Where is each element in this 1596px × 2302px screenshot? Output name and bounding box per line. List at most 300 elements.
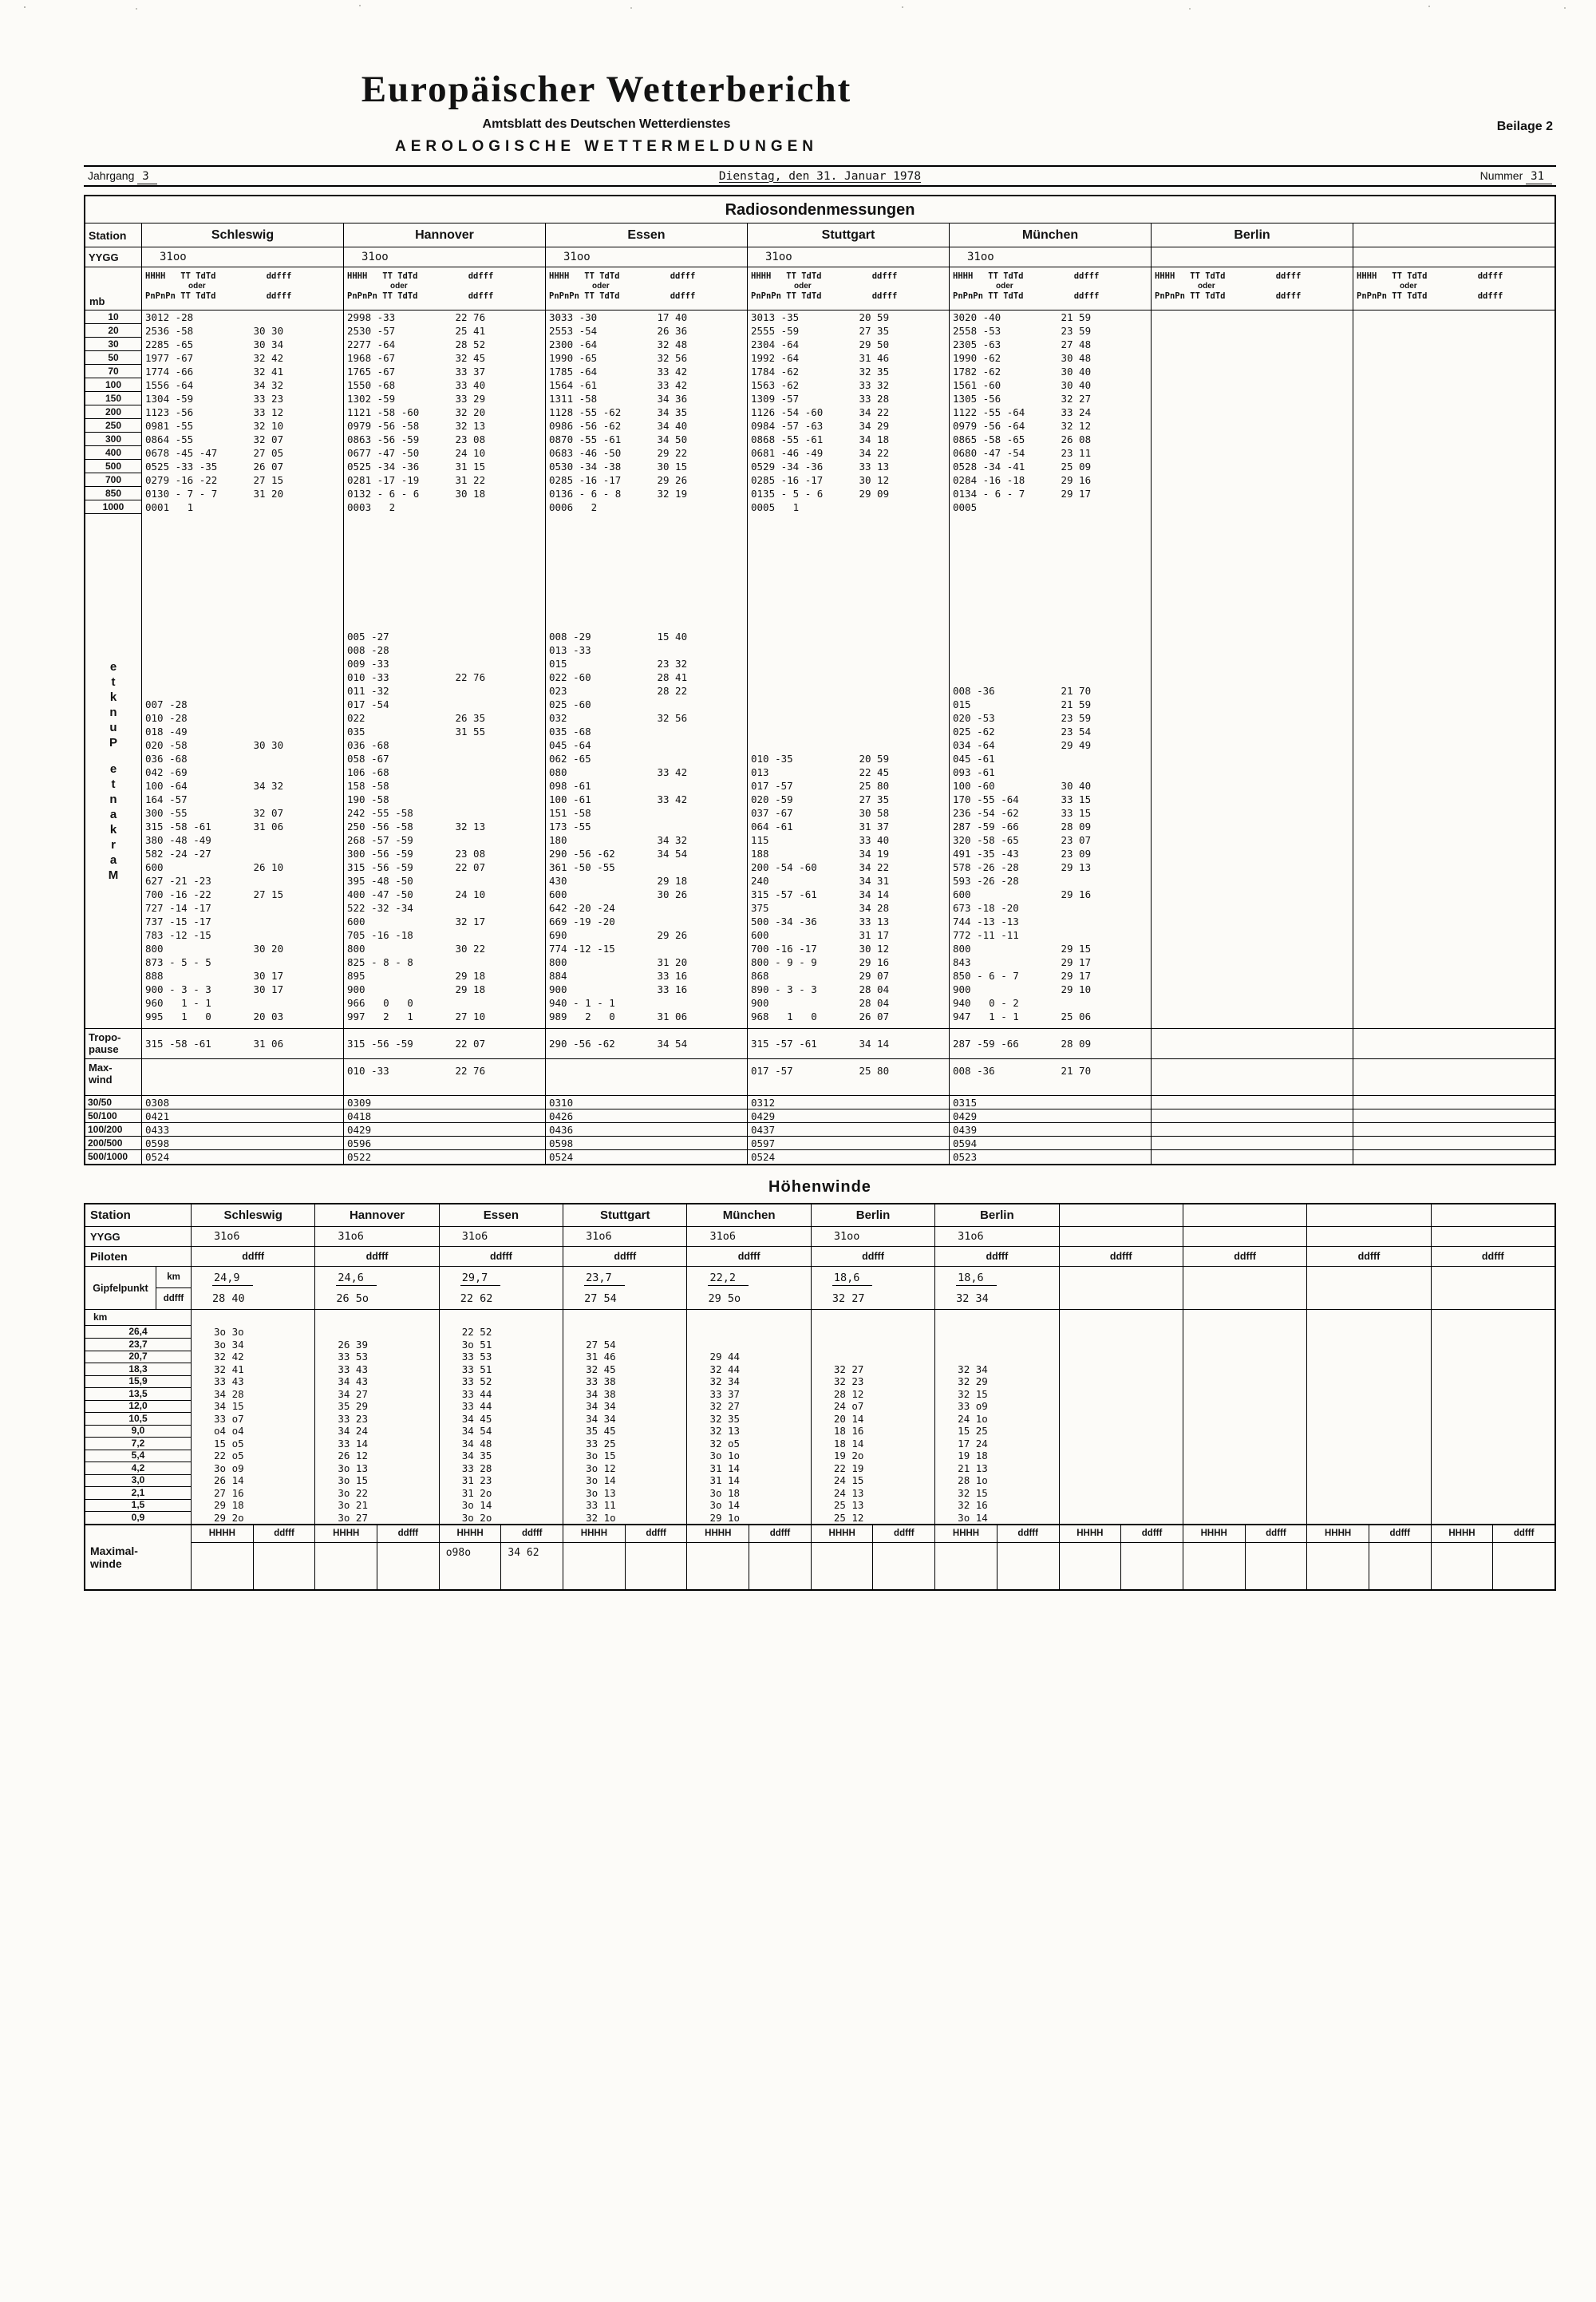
wind-value: 31 2o [439,1487,563,1500]
pressure-level: 50 [85,351,141,365]
maximal-winde-value [192,1543,253,1589]
gipfel-km-value [812,1267,934,1288]
significant-point: 947 1 - 1 25 06 [953,1011,1092,1022]
wind-value: 28 1o [934,1474,1058,1487]
wind-value: 17 24 [934,1438,1058,1450]
sounding-value: 0870 -55 -61 34 50 [545,433,747,446]
hw-station-name [1306,1204,1430,1227]
wind-value: 3o 14 [563,1474,686,1487]
wind-value: 34 28 [191,1388,314,1401]
gipfel-ddfff-value: 29 5o [708,1292,741,1305]
column-header [1353,267,1555,310]
significant-points-cell [545,514,747,1028]
hw-km-header-row [85,1310,1555,1326]
maximal-winde-column [934,1525,997,1589]
header-oder: oder [794,282,812,291]
hw-yygg-label: YYGG [90,1231,120,1243]
wind-value [1183,1413,1306,1426]
significant-point: 058 -67 [347,753,389,765]
altitude-row [85,1474,1555,1487]
wind-value: 3o o9 [191,1462,314,1475]
significant-point: 022 26 35 [347,712,486,724]
hw-yygg-value: 31o6 [439,1227,563,1247]
hw-gipfelpunkt-row [85,1267,1555,1310]
wind-value: 31 14 [686,1474,810,1487]
sounding-value: 0285 -16 -17 30 12 [747,473,949,487]
altitude-label: 9,0 [85,1425,191,1438]
wind-value [1431,1499,1555,1512]
layer-value: 0439 [949,1123,1151,1137]
hw-yygg-value [1059,1227,1183,1247]
maximal-winde-column [686,1525,749,1589]
maximal-winde-column [1431,1525,1493,1589]
maximal-winde-value [687,1543,749,1589]
sounding-value: 1550 -68 33 40 [343,378,545,392]
sounding-value: 2285 -65 30 34 [141,338,343,351]
wind-value: 32 42 [191,1351,314,1363]
significant-points-cell [949,514,1151,1028]
maximal-winde-column [1059,1525,1121,1589]
hw-yygg-value [1183,1227,1306,1247]
wind-value: 32 35 [686,1413,810,1426]
pressure-level: 400 [85,446,141,460]
wind-value: 33 53 [439,1351,563,1363]
significant-point: 200 -54 -60 34 22 [751,861,890,873]
significant-point: 009 -33 [347,658,389,670]
wind-value: 33 43 [314,1363,438,1376]
maximal-winde-header: ddfff [749,1525,811,1543]
sounding-value: 1304 -59 33 23 [141,392,343,405]
significant-point: 522 -32 -34 [347,902,413,914]
label-char: u [109,721,117,734]
wind-value: 22 19 [811,1462,934,1475]
wind-value [1059,1425,1183,1438]
sounding-value: 0005 1 [747,500,949,514]
wind-value: 3o 22 [314,1487,438,1500]
significant-point: 034 -64 29 49 [953,739,1092,751]
layer-value: 0524 [141,1150,343,1164]
sounding-value [1353,473,1555,487]
significant-point: 690 29 26 [549,929,688,941]
wind-value [1059,1326,1183,1339]
wind-value: 32 13 [686,1425,810,1438]
pressure-level: 150 [85,392,141,405]
altitude-row [85,1487,1555,1500]
label-line: Max- [89,1062,113,1074]
yygg-value: 31oo [545,247,747,267]
sounding-value: 3033 -30 17 40 [545,310,747,324]
gipfel-ddfff-value: 32 34 [956,1292,989,1305]
significant-point: 705 -16 -18 [347,929,413,941]
significant-point: 700 -16 -17 30 12 [751,943,890,955]
sounding-value [1151,392,1353,405]
sounding-value: 0680 -47 -54 23 11 [949,446,1151,460]
significant-point: 017 -54 [347,698,389,710]
significant-point: 093 -61 [953,766,995,778]
wind-value: 34 43 [314,1375,438,1388]
subtitle: Amtsblatt des Deutschen Wetterdienstes [482,117,731,131]
wind-value: 33 44 [439,1388,563,1401]
layer-value: 0421 [141,1109,343,1123]
wind-value: 28 12 [811,1388,934,1401]
sounding-value: 1784 -62 32 35 [747,365,949,378]
wind-value [1183,1450,1306,1462]
wind-value: 31 23 [439,1474,563,1487]
tropopause-value [1151,1029,1353,1058]
layer-value: 0436 [545,1123,747,1137]
hw-yygg-value: 31o6 [563,1227,686,1247]
maximal-winde-column [1245,1525,1307,1589]
pressure-level-row [85,419,1555,433]
hw-station-row [85,1204,1555,1227]
sounding-value [1353,365,1555,378]
hw-station-name [1431,1204,1555,1227]
wind-value: 34 27 [314,1388,438,1401]
altitude-label: 15,9 [85,1375,191,1388]
maximal-winde-column [439,1525,501,1589]
significant-point: 287 -59 -66 28 09 [953,821,1092,833]
sounding-value [1151,324,1353,338]
significant-point: 037 -67 30 58 [751,807,890,819]
label-char: e [109,660,117,674]
significant-point: 642 -20 -24 [549,902,615,914]
significant-point: 025 -62 23 54 [953,726,1092,738]
maximal-winde-header: ddfff [998,1525,1059,1543]
significant-point: 900 29 10 [953,983,1092,995]
sounding-value [1151,310,1353,324]
significant-point: 242 -55 -58 [347,807,413,819]
pressure-level: 500 [85,460,141,473]
station-name: Essen [545,223,747,247]
header-oder: oder [996,282,1013,291]
significant-point: 600 26 10 [145,861,284,873]
wind-value [1059,1339,1183,1351]
layer-value [1151,1109,1353,1123]
issue-date: Dienstag, den 31. Januar 1978 [718,169,922,183]
sounding-value: 0528 -34 -41 25 09 [949,460,1151,473]
beilage-label: Beilage 2 [1496,120,1553,133]
label-line: Maximal- [90,1545,138,1557]
sounding-value: 3013 -35 20 59 [747,310,949,324]
significant-point: 783 -12 -15 [145,929,211,941]
layer-value: 0308 [141,1096,343,1109]
gipfelpunkt-cell [191,1267,314,1309]
maximal-winde-header: HHHH [935,1525,997,1543]
header-oder: oder [1198,282,1215,291]
sounding-value [1353,324,1555,338]
header-oder: oder [188,282,206,291]
significant-point: 900 33 16 [549,983,688,995]
hw-ddfff-header: ddfff [686,1247,810,1267]
header-line-hhhh: HHHH TT TdTd ddfff [953,271,1100,281]
significant-point: 008 -28 [347,644,389,656]
wind-value [1183,1326,1306,1339]
wind-value: 25 13 [811,1499,934,1512]
sounding-value: 0284 -16 -18 29 16 [949,473,1151,487]
layer-mean-row [85,1123,1555,1137]
empty-cell [811,1310,934,1326]
wind-value: 33 38 [563,1375,686,1388]
sounding-value: 1128 -55 -62 34 35 [545,405,747,419]
wind-value: 3o 14 [439,1499,563,1512]
wind-value: 32 15 [934,1487,1058,1500]
sounding-value: 0979 -56 -58 32 13 [343,419,545,433]
maximal-winde-column [811,1525,873,1589]
wind-value [1306,1450,1430,1462]
maximal-winde-header: HHHH [1060,1525,1121,1543]
wind-value [1059,1438,1183,1450]
altitude-row [85,1438,1555,1450]
ddfff-unit-label: ddfff [163,1294,184,1303]
wind-value [686,1326,810,1339]
mb-label: mb [89,295,105,307]
max-wind-value [1353,1059,1555,1095]
wind-value [1306,1413,1430,1426]
sounding-value: 0530 -34 -38 30 15 [545,460,747,473]
sounding-value: 3020 -40 21 59 [949,310,1151,324]
hw-ddfff-header: ddfff [314,1247,438,1267]
pressure-level: 70 [85,365,141,378]
maximal-winde-value [254,1543,315,1589]
maximal-winde-label [85,1525,191,1589]
maximal-winde-header: HHHH [315,1525,377,1543]
wind-value: 3o 21 [314,1499,438,1512]
tropopause-value: 315 -56 -59 22 07 [343,1029,545,1058]
hw-yygg-value: 31o6 [314,1227,438,1247]
hw-ddfff-header: ddfff [934,1247,1058,1267]
significant-point: 190 -58 [347,793,389,805]
empty-cell [686,1310,810,1326]
significant-point: 100 -61 33 42 [549,793,688,805]
pressure-level: 1000 [85,500,141,514]
maximal-winde-header: HHHH [563,1525,625,1543]
header-oder: oder [592,282,610,291]
gipfel-km-value-text: 23,7 [584,1272,625,1286]
layer-value: 0433 [141,1123,343,1137]
column-header [343,267,545,310]
maximal-winde-value [1307,1543,1369,1589]
significant-point: 843 29 17 [953,956,1092,968]
layer-label: 500/1000 [88,1151,128,1162]
wind-value [1059,1499,1183,1512]
maximal-winde-column [500,1525,563,1589]
sounding-value: 0979 -56 -64 32 12 [949,419,1151,433]
layer-value: 0426 [545,1109,747,1123]
pressure-level-row [85,310,1555,324]
wind-value: 34 15 [191,1400,314,1413]
sounding-value: 0681 -46 -49 34 22 [747,446,949,460]
header-line-hhhh: HHHH TT TdTd ddfff [347,271,494,281]
altitude-label: 3,0 [85,1474,191,1487]
wind-value: 33 28 [439,1462,563,1475]
label-line: Tropo- [89,1031,121,1043]
sounding-value [1151,365,1353,378]
label-char: a [109,853,117,867]
significant-point: 669 -19 -20 [549,916,615,928]
wind-value [1306,1462,1430,1475]
wind-value [1306,1388,1430,1401]
sounding-value [1151,338,1353,351]
layer-value [1353,1137,1555,1150]
sounding-value: 1556 -64 34 32 [141,378,343,392]
wind-value: 3o 14 [686,1499,810,1512]
wind-value [1431,1438,1555,1450]
maximal-winde-column [377,1525,439,1589]
significant-point: 995 1 0 20 03 [145,1011,284,1022]
maximal-winde-header: ddfff [1246,1525,1307,1543]
significant-point: 578 -26 -28 29 13 [953,861,1092,873]
maximal-winde-header: ddfff [254,1525,315,1543]
wind-value: 3o 27 [314,1512,438,1525]
pressure-level-row [85,324,1555,338]
max-wind-row [85,1059,1555,1096]
gipfel-km-value [1183,1267,1306,1288]
wind-value: 22 52 [439,1326,563,1339]
wind-value: 31 14 [686,1462,810,1475]
hw-ddfff-header: ddfff [1059,1247,1183,1267]
maximal-winde-value [935,1543,997,1589]
wind-value: 33 14 [314,1438,438,1450]
layer-value [1151,1137,1353,1150]
wind-value: 32 16 [934,1499,1058,1512]
altitude-row [85,1400,1555,1413]
empty-cell [1059,1310,1183,1326]
wind-value: 3o 2o [439,1512,563,1525]
significant-point: 960 1 - 1 [145,997,211,1009]
significant-point: 164 -57 [145,793,188,805]
wind-value: 32 34 [686,1375,810,1388]
max-wind-label [85,1059,141,1095]
wind-value: 33 43 [191,1375,314,1388]
wind-value [1306,1438,1430,1450]
significant-point: 018 -49 [145,726,188,738]
pressure-level: 10 [85,310,141,324]
wind-value [1431,1339,1555,1351]
maximal-winde-header: ddfff [377,1525,439,1543]
wind-value: 34 38 [563,1388,686,1401]
altitude-row [85,1512,1555,1525]
wind-value: 31 46 [563,1351,686,1363]
max-wind-value: 008 -36 21 70 [949,1059,1151,1095]
layer-value: 0309 [343,1096,545,1109]
sounding-value: 0285 -16 -17 29 26 [545,473,747,487]
altitude-row [85,1375,1555,1388]
wind-value: 29 1o [686,1512,810,1525]
significant-point: 015 23 32 [549,658,688,670]
wind-value: 32 44 [686,1363,810,1376]
altitude-label: 20,7 [85,1351,191,1363]
header-oder: oder [1400,282,1417,291]
wind-value: 3o 13 [563,1487,686,1500]
significant-point: 315 -56 -59 22 07 [347,861,486,873]
wind-value [1431,1487,1555,1500]
pressure-level-row [85,487,1555,500]
sounding-value: 1774 -66 32 41 [141,365,343,378]
significant-point: 800 30 22 [347,943,486,955]
label-char: r [111,838,116,852]
wind-value: 18 14 [811,1438,934,1450]
empty-cell [1183,1310,1306,1326]
gipfel-ddfff-value [1060,1288,1183,1309]
yygg-value: 31oo [343,247,545,267]
significant-point: 158 -58 [347,780,389,792]
wind-value: 27 16 [191,1487,314,1500]
wind-value: 33 53 [314,1351,438,1363]
maximal-winde-value: o98o [445,1547,472,1559]
layer-value [1353,1150,1555,1164]
significant-point: 020 -58 30 30 [145,739,284,751]
wind-value [934,1351,1058,1363]
pressure-level-row [85,365,1555,378]
gipfel-ddfff-value [1432,1288,1555,1309]
gipfelpunkt-cell [1306,1267,1430,1309]
maximal-winde-value [1369,1543,1431,1589]
header-line-pnpnpn: PnPnPn TT TdTd ddfff [145,291,292,301]
empty-cell [934,1310,1058,1326]
layer-mean-row [85,1137,1555,1150]
wind-value: 3o 15 [563,1450,686,1462]
sounding-value: 2277 -64 28 52 [343,338,545,351]
wind-value [1059,1487,1183,1500]
wind-value [1183,1351,1306,1363]
significant-point: 800 31 20 [549,956,688,968]
gipfelpunkt-cell [934,1267,1058,1309]
tropopause-value [1353,1029,1555,1058]
wind-value: 32 o5 [686,1438,810,1450]
sounding-value: 0683 -46 -50 29 22 [545,446,747,460]
sounding-value: 2300 -64 32 48 [545,338,747,351]
hoehenwinde-title: Höhenwinde [768,1178,871,1196]
significant-point: 968 1 0 26 07 [751,1011,890,1022]
maximal-winde-column [191,1525,253,1589]
significant-point: 080 33 42 [549,766,688,778]
gipfel-ddfff-value: 22 62 [460,1292,493,1305]
label-line: pause [89,1043,119,1055]
maximal-winde-value [563,1543,625,1589]
pressure-level-row [85,460,1555,473]
wind-value [1306,1339,1430,1351]
wind-value [1059,1388,1183,1401]
wind-value [1183,1388,1306,1401]
gipfelpunkt-title: Gipfelpunkt [93,1282,148,1294]
sounding-value: 0006 2 [545,500,747,514]
wind-value: 24 o7 [811,1400,934,1413]
pressure-level: 850 [85,487,141,500]
significant-point: 180 34 32 [549,834,688,846]
sounding-value [1151,433,1353,446]
empty-cell [1306,1310,1430,1326]
max-wind-value: 017 -57 25 80 [747,1059,949,1095]
hw-ddfff-header: ddfff [1306,1247,1430,1267]
wind-value: 3o 15 [314,1474,438,1487]
sounding-value [1151,446,1353,460]
empty-cell [191,1310,314,1326]
significant-point: 010 -35 20 59 [751,753,890,765]
sounding-value: 0130 - 7 - 7 31 20 [141,487,343,500]
maximal-winde-column [1306,1525,1369,1589]
maximal-winde-value [749,1543,811,1589]
masthead-center [84,69,1129,156]
maximal-winde-value [1121,1543,1183,1589]
sounding-value: 2998 -33 22 76 [343,310,545,324]
wind-value: 34 45 [439,1413,563,1426]
sounding-value: 0135 - 5 - 6 29 09 [747,487,949,500]
radiosonde-station-row [85,223,1555,247]
wind-value [1183,1400,1306,1413]
significant-point: 240 34 31 [751,875,890,887]
maximal-winde-column [1120,1525,1183,1589]
altitude-label: 10,5 [85,1413,191,1426]
